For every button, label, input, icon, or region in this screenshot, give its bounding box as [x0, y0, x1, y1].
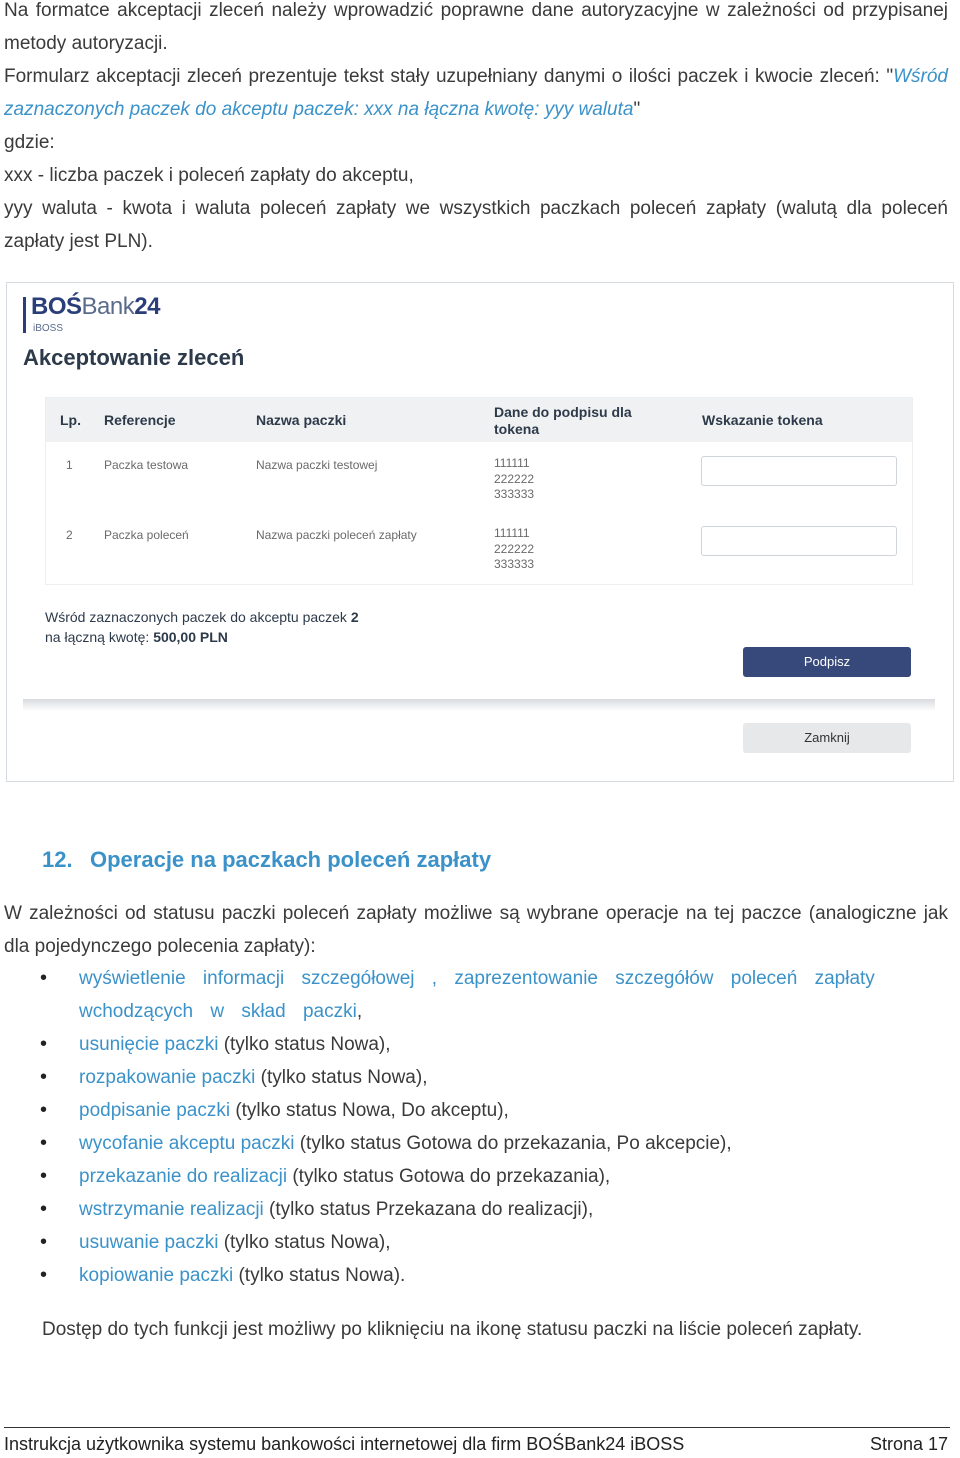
selection-summary: Wśród zaznaczonych paczek do akceptu paczek 2 na łączną kwotę: 500,00 PLN [45, 609, 359, 645]
footer-divider [4, 1427, 950, 1428]
list-item: • wyświetlenie informacji szczegółowej , zaprezentowanie szczegółów poleceń zapłaty wchodzących w skład paczki, [0, 962, 948, 1028]
table-row-name: Nazwa paczki poleceń zapłaty [256, 528, 417, 542]
table-row-ref: Paczka poleceń [104, 528, 189, 542]
col-name: Nazwa paczki [256, 412, 347, 428]
operations-list [0, 962, 948, 1292]
token-codes: 111111 222222 333333 [494, 456, 535, 501]
divider [23, 699, 935, 711]
table-row-ref: Paczka testowa [104, 458, 189, 472]
intro-line1: Na formatce akceptacji zleceń należy wprowadzić poprawne dane autoryzacyjne w zależności od przypisanej metody autoryzacji. [4, 0, 948, 54]
list-item: • kopiowanie paczki (tylko status Nowa). [0, 1259, 948, 1292]
col-token-data: Dane do podpisu dla tokena [494, 404, 632, 437]
list-item: • podpisanie paczki (tylko status Nowa, Do akceptu), [0, 1094, 948, 1127]
acceptance-screenshot: BOŚBank24 iBOSS Akceptowanie zleceń Lp. Referencje Nazwa paczki Dane do podpisu dla tokena Wskazanie tokena 1 Paczka testowa Nazwa paczki testowej 111111 222222 333333 2 Paczka poleceń Nazwa paczki poleceń zapłaty 111111 222222 333333 Wśród zaznaczonych paczek do akceptu paczek 2 na łączną kwotę: 500,00 PLN Podpisz Zamknij [6, 282, 954, 782]
token-input-1[interactable] [701, 456, 897, 486]
close-button[interactable]: Zamknij [743, 723, 911, 753]
template-text: Wśród zaznaczonych paczek do akceptu paczek: xxx na łączna kwotę: yyy waluta [4, 66, 948, 120]
intro-line2: Formularz akceptacji zleceń prezentuje tekst stały uzupełniany danymi o ilości paczek i kwocie zleceń: "Wśród zaznaczonych paczek do akceptu paczek: xxx na łączna kwotę: yyy waluta" [4, 66, 948, 120]
section-heading: 12. Operacje na paczkach poleceń zapłaty [42, 847, 492, 872]
col-token-input: Wskazanie tokena [702, 412, 823, 428]
list-item: • usuwanie paczki (tylko status Nowa), [0, 1226, 948, 1259]
intro-text [4, 0, 948, 258]
token-codes: 111111 222222 333333 [494, 526, 535, 571]
col-lp: Lp. [60, 412, 81, 428]
table-row-lp: 1 [66, 458, 73, 472]
table-header [46, 398, 912, 442]
table-row-lp: 2 [66, 528, 73, 542]
list-item: • wycofanie akceptu paczki (tylko status Gotowa do przekazania, Po akcepcie), [0, 1127, 948, 1160]
orders-table [45, 397, 913, 585]
table-row-name: Nazwa paczki testowej [256, 458, 378, 472]
page-footer [4, 1431, 948, 1457]
footer-title: Instrukcja użytkownika systemu bankowości internetowej dla firm BOŚBank24 iBOSS [4, 1434, 685, 1454]
access-note: Dostęp do tych funkcji jest możliwy po kliknięciu na ikonę statusu paczki na liście poleceń zapłaty. [42, 1319, 863, 1340]
col-ref: Referencje [104, 412, 176, 428]
list-item: • rozpakowanie paczki (tylko status Nowa), [0, 1061, 948, 1094]
sign-button[interactable]: Podpisz [743, 647, 911, 677]
xxx-definition: xxx - liczba paczek i poleceń zapłaty do akceptu, [4, 165, 414, 186]
list-item: • wstrzymanie realizacji (tylko status Przekazana do realizacji), [0, 1193, 948, 1226]
section-intro: W zależności od statusu paczki poleceń zapłaty możliwe są wybrane operacje na tej paczce (analogiczne jak dla pojedynczego polecenia zapłaty): [4, 903, 948, 957]
token-input-2[interactable] [701, 526, 897, 556]
gdzie-label: gdzie: [4, 132, 55, 153]
yyy-definition: yyy waluta - kwota i waluta poleceń zapłaty we wszystkich paczkach poleceń zapłaty (walutą dla poleceń zapłaty jest PLN). [4, 198, 948, 252]
list-item: • przekazanie do realizacji (tylko status Gotowa do przekazania), [0, 1160, 948, 1193]
panel-title: Akceptowanie zleceń [23, 345, 245, 370]
list-item: • usunięcie paczki (tylko status Nowa), [0, 1028, 948, 1061]
page-number: Strona 17 [869, 1434, 948, 1454]
